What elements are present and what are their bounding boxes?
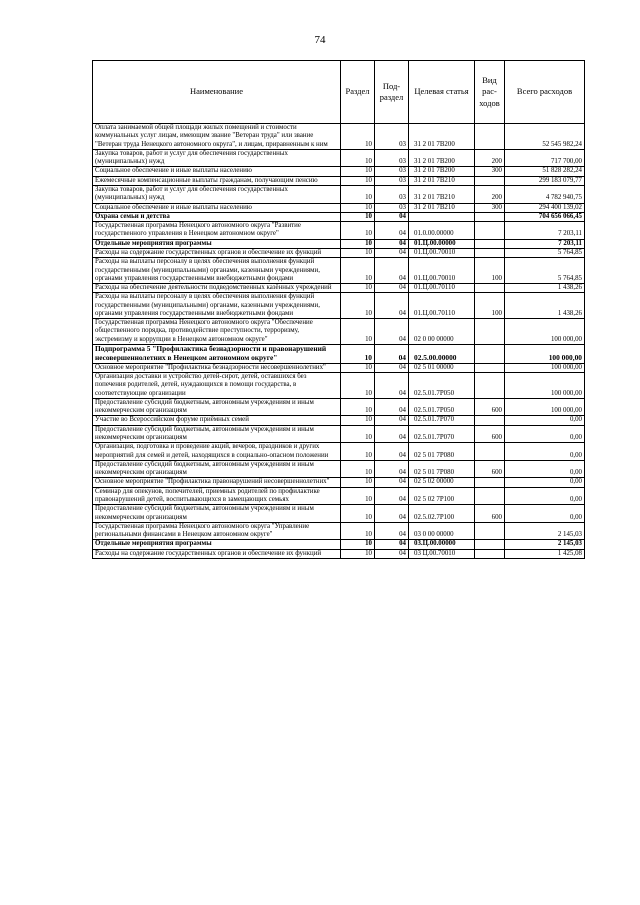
cell-section: 10 (341, 239, 375, 248)
cell-subsection: 04 (375, 478, 409, 487)
cell-target: 02 5 02 7Р100 (409, 487, 475, 505)
cell-section: 10 (341, 167, 375, 176)
cell-section: 10 (341, 363, 375, 372)
cell-name: Предоставление субсидий бюджетным, автономным учреждениям и иным некоммерческим организациям (93, 505, 341, 523)
cell-exp-type (475, 443, 505, 461)
cell-name: Оплата занимаемой общей площади жилых помещений и стоимости коммунальных услуг лицам, имеющим звание "Ветеран труда" или звание "Ветеран труда Ненецкого автономного округа", и лицам, приравненным к ним (93, 124, 341, 150)
cell-exp-type (475, 319, 505, 345)
cell-section: 10 (341, 124, 375, 150)
header-exp-type: Вид рас- ходов (475, 61, 505, 124)
cell-name: Предоставление субсидий бюджетным, автономным учреждениям и иным некоммерческим организациям (93, 398, 341, 416)
cell-amount: 0,00 (505, 425, 585, 443)
cell-section: 10 (341, 540, 375, 549)
table-row (93, 540, 585, 549)
cell-target: 02 0 00 00000 (409, 319, 475, 345)
cell-section: 10 (341, 149, 375, 167)
cell-exp-type (475, 549, 505, 558)
cell-exp-type (475, 540, 505, 549)
cell-section: 10 (341, 373, 375, 399)
cell-name: Основное мероприятие "Профилактика правонарушений несовершеннолетних" (93, 478, 341, 487)
cell-target: 03 0 00 00000 (409, 522, 475, 540)
cell-subsection: 04 (375, 373, 409, 399)
cell-name: Закупка товаров, работ и услуг для обеспечения государственных (муниципальных) нужд (93, 149, 341, 167)
cell-amount: 4 782 940,75 (505, 185, 585, 203)
cell-exp-type: 600 (475, 505, 505, 523)
cell-section: 10 (341, 460, 375, 478)
cell-amount: 1 438,26 (505, 293, 585, 319)
cell-exp-type (475, 239, 505, 248)
cell-subsection: 04 (375, 522, 409, 540)
cell-exp-type: 100 (475, 258, 505, 284)
table-row (93, 203, 585, 212)
cell-amount: 1 438,26 (505, 284, 585, 293)
cell-exp-type (475, 373, 505, 399)
cell-amount: 100 000,00 (505, 363, 585, 372)
cell-amount: 2 145,03 (505, 522, 585, 540)
cell-subsection: 04 (375, 212, 409, 221)
table-row (93, 212, 585, 221)
cell-name: Закупка товаров, работ и услуг для обеспечения государственных (муниципальных) нужд (93, 185, 341, 203)
cell-section: 10 (341, 345, 375, 364)
cell-subsection: 04 (375, 293, 409, 319)
cell-name: Организация, подготовка и проведение акций, вечеров, праздников и других мероприятий для семей и детей, находящихся в социально-опасном положении (93, 443, 341, 461)
table-row (93, 443, 585, 461)
cell-section: 10 (341, 176, 375, 185)
table-row (93, 522, 585, 540)
cell-subsection: 04 (375, 505, 409, 523)
cell-name: Участие во Всероссийском форуме приёмных семей (93, 416, 341, 425)
cell-section: 10 (341, 425, 375, 443)
cell-exp-type (475, 222, 505, 240)
cell-exp-type (475, 124, 505, 150)
table-row (93, 363, 585, 372)
cell-subsection: 03 (375, 203, 409, 212)
cell-target: 02.5.02.7Р100 (409, 505, 475, 523)
table-row (93, 149, 585, 167)
cell-amount: 100 000,00 (505, 319, 585, 345)
table-row (93, 319, 585, 345)
cell-subsection: 04 (375, 549, 409, 558)
cell-subsection: 04 (375, 239, 409, 248)
header-section: Раздел (341, 61, 375, 124)
cell-target: 02 5 02 00000 (409, 478, 475, 487)
cell-amount: 0,00 (505, 505, 585, 523)
cell-target: 31 2 01 7В210 (409, 185, 475, 203)
cell-section: 10 (341, 487, 375, 505)
cell-exp-type (475, 522, 505, 540)
cell-amount: 294 400 139,02 (505, 203, 585, 212)
cell-amount: 1 425,08 (505, 549, 585, 558)
cell-subsection: 04 (375, 258, 409, 284)
header-target: Целевая статья (409, 61, 475, 124)
cell-name: Организация доставки и устройство детей-сирот, детей, оставшихся без попечения родителей, детей, нуждающихся в помощи государства, в соответствующие организации (93, 373, 341, 399)
cell-exp-type (475, 478, 505, 487)
header-name: Наименование (93, 61, 341, 124)
table-row (93, 478, 585, 487)
cell-target: 31 2 01 7В200 (409, 124, 475, 150)
table-row (93, 176, 585, 185)
cell-target: 02.5.01.7Р070 (409, 416, 475, 425)
cell-subsection: 04 (375, 363, 409, 372)
cell-name: Государственная программа Ненецкого автономного округа "Развитие государственного управления в Ненецком автономном округе" (93, 222, 341, 240)
table-row (93, 487, 585, 505)
cell-target (409, 212, 475, 221)
cell-section: 10 (341, 212, 375, 221)
cell-exp-type (475, 176, 505, 185)
cell-target: 31 2 01 7В200 (409, 167, 475, 176)
cell-amount: 0,00 (505, 478, 585, 487)
cell-exp-type (475, 248, 505, 257)
cell-section: 10 (341, 522, 375, 540)
cell-exp-type: 600 (475, 460, 505, 478)
table-row (93, 167, 585, 176)
cell-exp-type (475, 284, 505, 293)
cell-section: 10 (341, 203, 375, 212)
table-row (93, 239, 585, 248)
cell-amount: 5 764,85 (505, 258, 585, 284)
cell-section: 10 (341, 443, 375, 461)
cell-exp-type: 200 (475, 185, 505, 203)
cell-name: Расходы на содержание государственных органов и обеспечение их функций (93, 549, 341, 558)
cell-name: Основное мероприятие "Профилактика безнадзорности несовершеннолетних" (93, 363, 341, 372)
table-header-row (93, 61, 585, 124)
cell-name: Расходы на выплаты персоналу в целях обеспечения выполнения функций государственными (муниципальными) органами, казенными учреждениями, органами управления государственными внебюджетными фондами (93, 293, 341, 319)
table-row (93, 373, 585, 399)
cell-subsection: 03 (375, 124, 409, 150)
cell-subsection: 04 (375, 222, 409, 240)
cell-subsection: 03 (375, 185, 409, 203)
header-total: Всего расходов (505, 61, 585, 124)
table-row (93, 185, 585, 203)
cell-amount: 7 203,11 (505, 239, 585, 248)
table-row (93, 284, 585, 293)
cell-amount: 52 545 982,24 (505, 124, 585, 150)
cell-section: 10 (341, 284, 375, 293)
cell-section: 10 (341, 293, 375, 319)
cell-target: 01.Ц.00.00000 (409, 239, 475, 248)
cell-name: Социальное обеспечение и иные выплаты населению (93, 203, 341, 212)
cell-section: 10 (341, 505, 375, 523)
cell-subsection: 03 (375, 149, 409, 167)
cell-amount: 51 828 282,24 (505, 167, 585, 176)
cell-amount: 100 000,00 (505, 345, 585, 364)
cell-section: 10 (341, 416, 375, 425)
cell-target: 02 5 01 7Р080 (409, 443, 475, 461)
table-row (93, 416, 585, 425)
cell-section: 10 (341, 398, 375, 416)
cell-name: Расходы на содержание государственных органов и обеспечение их функций (93, 248, 341, 257)
cell-amount: 704 656 066,45 (505, 212, 585, 221)
table-row (93, 425, 585, 443)
cell-subsection: 04 (375, 425, 409, 443)
cell-name: Государственная программа Ненецкого автономного округа "Управление региональными финансами в Ненецком автономном округе" (93, 522, 341, 540)
cell-section: 10 (341, 478, 375, 487)
cell-amount: 2 145,03 (505, 540, 585, 549)
cell-amount: 0,00 (505, 460, 585, 478)
cell-section: 10 (341, 549, 375, 558)
cell-target: 01.Ц.00.70010 (409, 258, 475, 284)
cell-name: Отдельные мероприятия программы (93, 540, 341, 549)
cell-exp-type (475, 363, 505, 372)
cell-subsection: 04 (375, 460, 409, 478)
cell-amount: 0,00 (505, 416, 585, 425)
cell-target: 02.5.00.00000 (409, 345, 475, 364)
cell-target: 02.5.01.7Р050 (409, 398, 475, 416)
budget-table (92, 60, 585, 559)
table-row (93, 549, 585, 558)
cell-amount: 7 203,11 (505, 222, 585, 240)
cell-exp-type (475, 487, 505, 505)
cell-subsection: 04 (375, 345, 409, 364)
cell-target: 31 2 01 7В210 (409, 176, 475, 185)
cell-exp-type: 200 (475, 149, 505, 167)
cell-name: Семинар для опекунов, попечителей, приемных родителей по профилактике правонарушений детей, воспитывающихся в замещающих семьях (93, 487, 341, 505)
cell-target: 02.5.01.7Р050 (409, 373, 475, 399)
cell-target: 31 2 01 7В210 (409, 203, 475, 212)
cell-amount: 0,00 (505, 487, 585, 505)
table-row (93, 222, 585, 240)
table-row (93, 124, 585, 150)
table-row (93, 293, 585, 319)
table-row (93, 505, 585, 523)
cell-target: 02.5.01.7Р070 (409, 425, 475, 443)
table-row (93, 345, 585, 364)
cell-subsection: 04 (375, 443, 409, 461)
cell-amount: 5 764,85 (505, 248, 585, 257)
table-row (93, 248, 585, 257)
cell-subsection: 03 (375, 176, 409, 185)
cell-name: Отдельные мероприятия программы (93, 239, 341, 248)
cell-target: 03 Ц.00.70010 (409, 549, 475, 558)
cell-section: 10 (341, 222, 375, 240)
table-row (93, 398, 585, 416)
cell-name: Государственная программа Ненецкого автономного округа "Обеспечение общественного порядка, противодействие преступности, терроризму, экстремизму и коррупции в Ненецком автономном округе" (93, 319, 341, 345)
cell-exp-type: 300 (475, 167, 505, 176)
cell-amount: 100 000,00 (505, 373, 585, 399)
cell-target: 02 5 01 7Р080 (409, 460, 475, 478)
cell-subsection: 04 (375, 398, 409, 416)
header-subsection: Под- раздел (375, 61, 409, 124)
cell-subsection: 04 (375, 416, 409, 425)
cell-name: Охрана семьи и детства (93, 212, 341, 221)
cell-target: 31 2 01 7В200 (409, 149, 475, 167)
cell-name: Расходы на выплаты персоналу в целях обеспечения выполнения функций государственными (муниципальными) органами, казенными учреждениями, органами управления государственными внебюджетными фондами (93, 258, 341, 284)
cell-name: Предоставление субсидий бюджетным, автономным учреждениям и иным некоммерческим организациям (93, 460, 341, 478)
page-number: 74 (314, 34, 326, 46)
table-row (93, 258, 585, 284)
cell-name: Социальное обеспечение и иные выплаты населению (93, 167, 341, 176)
table-row (93, 460, 585, 478)
cell-name: Расходы на обеспечение деятельности подведомственных казённых учреждений (93, 284, 341, 293)
cell-subsection: 04 (375, 319, 409, 345)
cell-target: 02 5 01 00000 (409, 363, 475, 372)
cell-target: 01.Ц.00.70110 (409, 284, 475, 293)
cell-subsection: 04 (375, 540, 409, 549)
cell-exp-type (475, 212, 505, 221)
cell-target: 01.0.00.00000 (409, 222, 475, 240)
cell-section: 10 (341, 319, 375, 345)
cell-exp-type: 600 (475, 398, 505, 416)
cell-section: 10 (341, 248, 375, 257)
cell-exp-type (475, 416, 505, 425)
cell-exp-type: 600 (475, 425, 505, 443)
cell-amount: 100 000,00 (505, 398, 585, 416)
cell-amount: 717 700,00 (505, 149, 585, 167)
cell-exp-type (475, 345, 505, 364)
cell-exp-type: 100 (475, 293, 505, 319)
cell-name: Ежемесячные компенсационные выплаты гражданам, получающим пенсию (93, 176, 341, 185)
cell-subsection: 03 (375, 167, 409, 176)
cell-exp-type: 300 (475, 203, 505, 212)
cell-name: Предоставление субсидий бюджетным, автономным учреждениям и иным некоммерческим организациям (93, 425, 341, 443)
cell-section: 10 (341, 258, 375, 284)
table-body (93, 124, 585, 559)
cell-subsection: 04 (375, 248, 409, 257)
cell-subsection: 04 (375, 284, 409, 293)
cell-section: 10 (341, 185, 375, 203)
cell-target: 01.Ц.00.70010 (409, 248, 475, 257)
cell-name: Подпрограмма 5 "Профилактика безнадзорности и правонарушений несовершеннолетних в Ненецком автономном округе" (93, 345, 341, 364)
cell-amount: 299 183 079,77 (505, 176, 585, 185)
cell-target: 03.Ц.00.00000 (409, 540, 475, 549)
cell-amount: 0,00 (505, 443, 585, 461)
cell-target: 01.Ц.00.70110 (409, 293, 475, 319)
cell-subsection: 04 (375, 487, 409, 505)
